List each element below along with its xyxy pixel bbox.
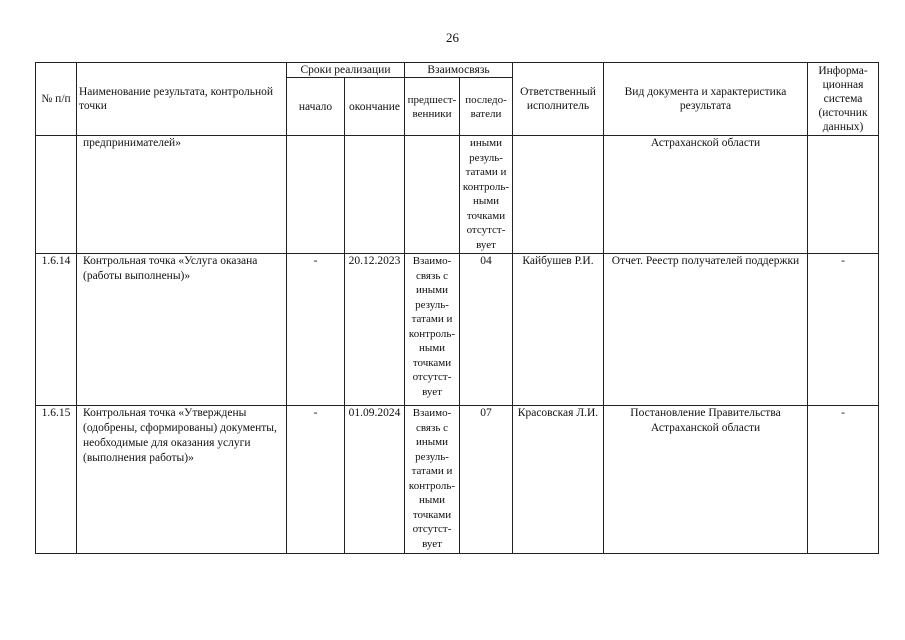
header-successors: последо-ватели bbox=[460, 78, 513, 136]
row-end: 20.12.2023 bbox=[345, 254, 405, 406]
row-doc-type: Астраханской области bbox=[604, 136, 808, 254]
row-predecessors bbox=[405, 136, 460, 254]
row-responsible: Кайбушев Р.И. bbox=[513, 254, 604, 406]
row-successors: 07 bbox=[460, 406, 513, 554]
row-start bbox=[287, 136, 345, 254]
header-end: окончание bbox=[345, 78, 405, 136]
row-name: Контрольная точка «Услуга оказана (работы выполнены)» bbox=[77, 254, 287, 406]
header-info-system: Информа-ционная система (источник данных) bbox=[808, 63, 879, 136]
row-start: - bbox=[287, 254, 345, 406]
row-successors: 04 bbox=[460, 254, 513, 406]
table-row bbox=[36, 254, 879, 406]
row-num: 1.6.14 bbox=[36, 254, 77, 406]
row-predecessors: Взаимо-связь с иными резуль-татами и контроль-ными точками отсутст-вует bbox=[405, 406, 460, 554]
header-doc-type: Вид документа и характеристика результата bbox=[604, 63, 808, 136]
row-predecessors: Взаимо-связь с иными резуль-татами и контроль-ными точками отсутст-вует bbox=[405, 254, 460, 406]
row-doc-type: Постановление Правительства Астраханской области bbox=[604, 406, 808, 554]
row-responsible bbox=[513, 136, 604, 254]
row-num bbox=[36, 136, 77, 254]
page-number: 26 bbox=[446, 30, 459, 45]
row-doc-type: Отчет. Реестр получателей поддержки bbox=[604, 254, 808, 406]
table-row bbox=[36, 406, 879, 554]
row-name: Контрольная точка «Утверждены (одобрены, сформированы) документы, необходимые для оказания услуги (выполнения работы)» bbox=[77, 406, 287, 554]
row-end bbox=[345, 136, 405, 254]
plan-table bbox=[35, 62, 879, 554]
row-start: - bbox=[287, 406, 345, 554]
header-name: Наименование результата, контрольной точки bbox=[77, 63, 287, 136]
header-relation: Взаимосвязь bbox=[405, 63, 513, 78]
header-timeline: Сроки реализации bbox=[287, 63, 405, 78]
row-info-system: - bbox=[808, 254, 879, 406]
row-end: 01.09.2024 bbox=[345, 406, 405, 554]
header-start: начало bbox=[287, 78, 345, 136]
row-responsible: Красовская Л.И. bbox=[513, 406, 604, 554]
row-info-system: - bbox=[808, 406, 879, 554]
header-row-1 bbox=[36, 63, 879, 78]
header-num: № п/п bbox=[36, 63, 77, 136]
row-name: предпринимателей» bbox=[77, 136, 287, 254]
header-predecessors: предшест-венники bbox=[405, 78, 460, 136]
row-successors: иными резуль-татами и контроль-ными точками отсутст-вует bbox=[460, 136, 513, 254]
row-info-system bbox=[808, 136, 879, 254]
row-num: 1.6.15 bbox=[36, 406, 77, 554]
table-row bbox=[36, 136, 879, 254]
header-responsible: Ответственный исполнитель bbox=[513, 63, 604, 136]
